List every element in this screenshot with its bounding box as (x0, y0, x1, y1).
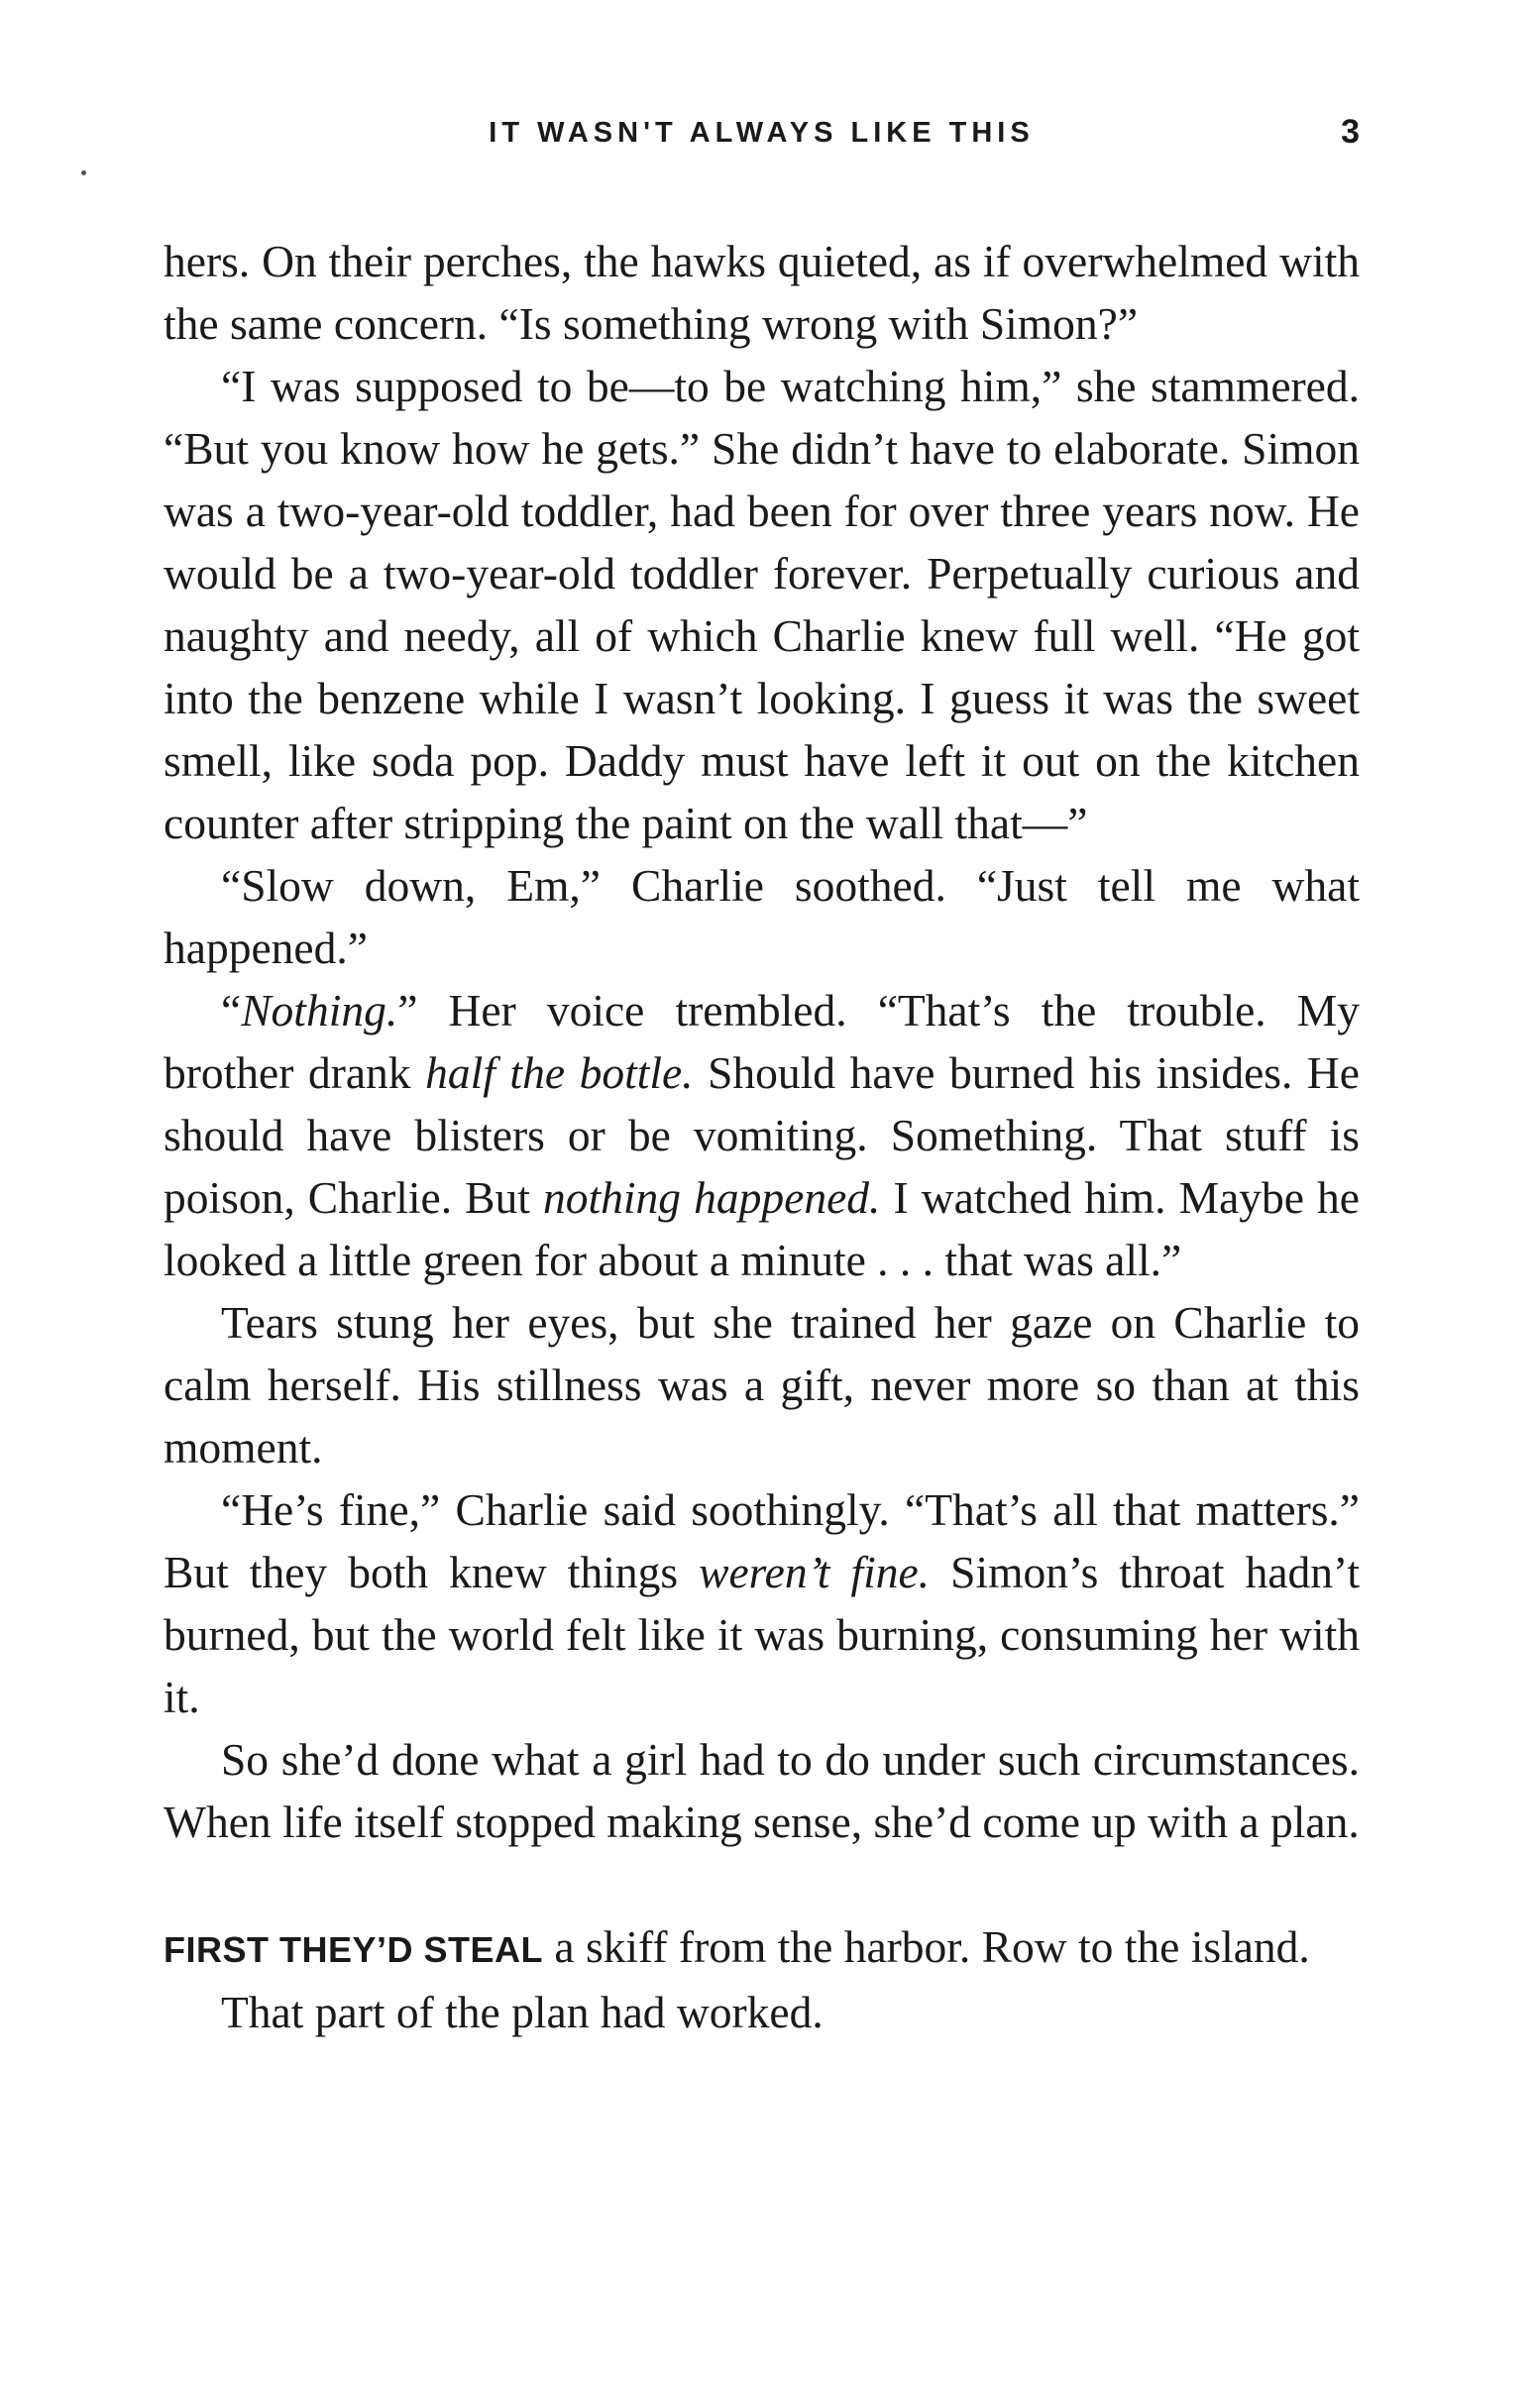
paragraph-6 (164, 1478, 1360, 1728)
paragraph-4-text-1: ” Her voice trembled. “That’s the trouble. My brother drank (164, 985, 1360, 1098)
body-text (164, 230, 1360, 2043)
paragraph-7: So she’d done what a girl had to do under such circumstances. When life itself stopped making sense, she’d come up with a plan. (164, 1734, 1360, 1847)
paragraph-4 (164, 979, 1360, 1291)
paragraph-1: hers. On their perches, the hawks quieted, as if overwhelmed with the same concern. “Is something wrong with Simon?” (164, 236, 1360, 349)
section-lead-in: FIRST THEY’D STEAL (164, 1929, 544, 1970)
paragraph-2: “I was supposed to be—to be watching him,” she stammered. “But you know how he gets.” She didn’t have to elaborate. Simon was a two-year-old toddler, had been for over three years now. He would be a two-year-old toddler forever. Perpetually curious and naughty and needy, all of which Charlie knew full well. “He got into the benzene while I wasn’t looking. I guess it was the sweet smell, like soda pop. Daddy must have left it out on the kitchen counter after stripping the paint on the wall that—” (164, 361, 1360, 848)
italic-nothing: Nothing. (241, 985, 398, 1036)
paragraph-4-text-2: Should have burned his insides. He should have blisters or be vomiting. Something. That stuff is poison, Charlie. But (164, 1047, 1360, 1223)
paragraph-4-text-3: I watched him. Maybe he looked a little green for about a minute . . . that was all.” (164, 1172, 1361, 1285)
italic-half-the-bottle: half the bottle. (425, 1047, 694, 1098)
section-break (164, 1853, 1360, 1915)
scan-speck-mark (81, 170, 86, 175)
page-number: 3 (1341, 113, 1360, 151)
paragraph-3: “Slow down, Em,” Charlie soothed. “Just tell me what happened.” (164, 860, 1360, 973)
paragraph-5: Tears stung her eyes, but she trained her gaze on Charlie to calm herself. His stillness was a gift, never more so than at this moment. (164, 1297, 1360, 1472)
running-title: IT WASN'T ALWAYS LIKE THIS (489, 117, 1035, 149)
paragraph-8 (164, 1915, 1360, 1981)
paragraph-8-text: a skiff from the harbor. Row to the island. (543, 1921, 1310, 1972)
paragraph-6-text-1: “He’s fine,” Charlie said soothingly. “That’s all that matters.” But they both knew things (164, 1484, 1360, 1597)
paragraph-6-text-2: Simon’s throat hadn’t burned, but the world felt like it was burning, consuming her with it. (164, 1547, 1361, 1722)
italic-werent-fine: weren’t fine. (699, 1547, 931, 1597)
italic-nothing-happened: nothing happened. (543, 1172, 881, 1223)
paragraph-4-open-quote: “ (221, 985, 242, 1036)
running-head (164, 113, 1360, 157)
paragraph-9: That part of the plan had worked. (221, 1987, 824, 2037)
